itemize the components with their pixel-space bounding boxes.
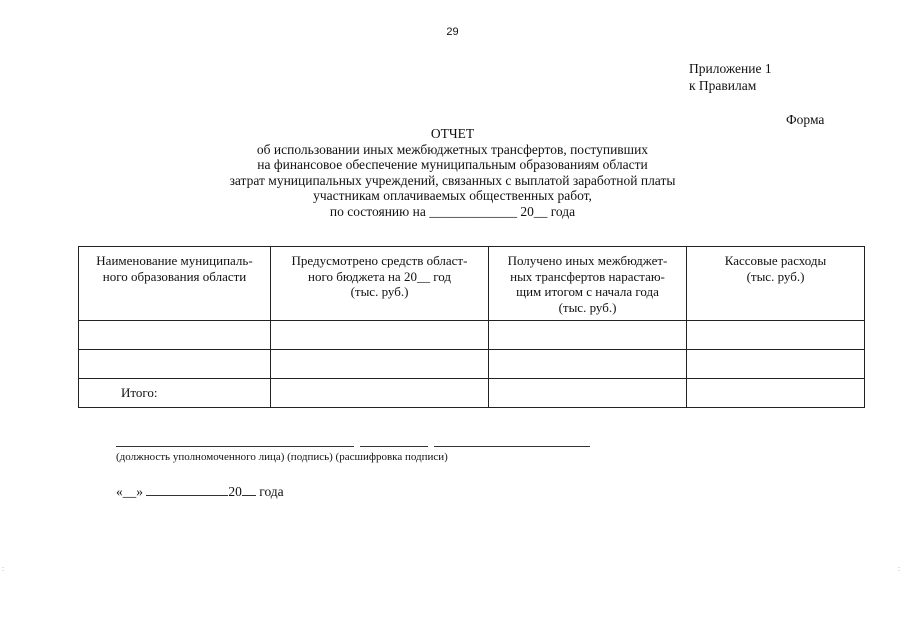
report-title-line: затрат муниципальных учреждений, связанных с выплатой заработной платы <box>229 172 676 188</box>
table-cell[interactable] <box>489 350 687 379</box>
date-month-blank <box>146 483 228 496</box>
table-row <box>79 350 865 379</box>
report-table <box>78 246 865 408</box>
column-header-budget-allocated: Предусмотрено средств област- ного бюджета на 20__ год (тыс. руб.) <box>271 247 489 321</box>
date-year-prefix: 20 <box>228 484 242 499</box>
table-cell[interactable] <box>271 321 489 350</box>
signature-caption: (должность уполномоченного лица) (подпись) (расшифровка подписи) <box>116 451 448 463</box>
total-label-cell <box>79 379 271 408</box>
table-cell[interactable] <box>687 350 865 379</box>
table-row <box>79 321 865 350</box>
total-row <box>79 379 865 408</box>
column-header-cash-expenses: Кассовые расходы (тыс. руб.) <box>687 247 865 321</box>
report-title-line: об использовании иных межбюджетных трансфертов, поступивших <box>256 141 649 157</box>
signature-decoding-line <box>434 446 590 447</box>
appendix-line: к Правилам <box>689 78 757 93</box>
position-signature-line <box>116 446 354 447</box>
report-title-line: по состоянию на _____________ 20__ года <box>329 203 576 219</box>
date-line <box>116 483 284 500</box>
table-cell[interactable] <box>271 379 489 408</box>
report-title-line: участникам оплачиваемых общественных работ, <box>313 188 592 204</box>
page-number: 29 <box>446 26 459 38</box>
date-year-suffix: года <box>259 484 284 499</box>
date-day: «__» <box>116 484 143 499</box>
total-label: Итого: <box>121 385 158 400</box>
table-cell[interactable] <box>687 321 865 350</box>
appendix-line: Приложение 1 <box>689 61 772 76</box>
report-title-line: на финансовое обеспечение муниципальным образованиям области <box>257 157 648 173</box>
edge-mark: : <box>2 566 4 573</box>
table-cell[interactable] <box>79 321 271 350</box>
report-heading: ОТЧЕТ <box>430 126 475 141</box>
appendix-reference <box>689 60 772 94</box>
column-header-municipality: Наименование муниципаль- ного образования области <box>79 247 271 321</box>
table-cell[interactable] <box>489 321 687 350</box>
form-label: Форма <box>786 112 825 127</box>
table-cell[interactable] <box>489 379 687 408</box>
table-cell[interactable] <box>271 350 489 379</box>
edge-mark: : <box>898 566 900 573</box>
report-title <box>0 126 905 220</box>
table-cell[interactable] <box>687 379 865 408</box>
table-header-row <box>79 247 865 321</box>
column-header-transfers-received: Получено иных межбюджет- ных трансфертов нарастаю- щим итогом с начала года (тыс. руб.) <box>489 247 687 321</box>
signature-line <box>360 446 428 447</box>
date-year-blank <box>242 483 256 496</box>
table-cell[interactable] <box>79 350 271 379</box>
